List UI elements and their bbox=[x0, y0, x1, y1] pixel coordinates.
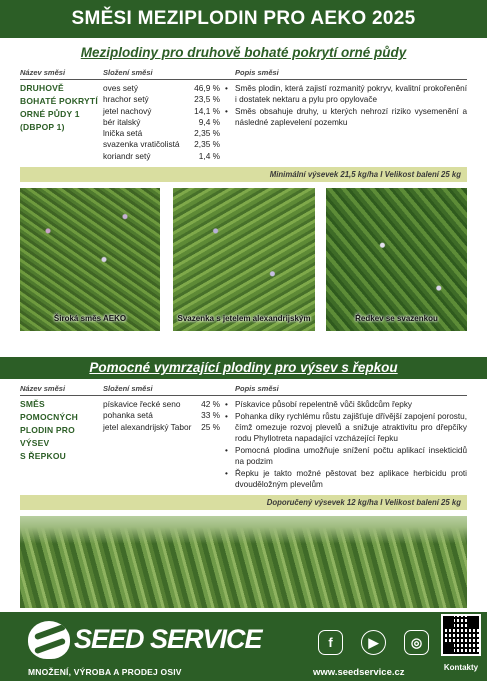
section2-col-composition: Složení směsi bbox=[103, 384, 153, 393]
section2-mix-name bbox=[20, 398, 102, 463]
section1-description bbox=[225, 83, 467, 129]
section1-heading: Meziplodiny pro druhově bohaté pokrytí orné půdy bbox=[80, 45, 407, 60]
composition-row bbox=[103, 410, 220, 421]
composition-row bbox=[103, 117, 220, 128]
composition-row bbox=[103, 139, 220, 150]
website-link[interactable]: www.seedservice.cz bbox=[313, 667, 405, 678]
crop-name: hrachor setý bbox=[103, 94, 149, 105]
photo-caption: Svazenka s jetelem alexandrijským bbox=[177, 314, 311, 323]
composition-row bbox=[103, 399, 220, 410]
section1-mix-name bbox=[20, 82, 102, 134]
crop-share: 33 % bbox=[201, 410, 220, 421]
mix-name-line: ORNÉ PŮDY 1 bbox=[20, 109, 80, 119]
description-item: • Směs plodin, která zajistí rozmanitý pokryv, kvalitní prokořenění i dostatek nektaru a pylu pro opylovače bbox=[225, 83, 467, 105]
crop-share: 9,4 % bbox=[198, 116, 220, 127]
section1-info-bar: Minimální výsevek 21,5 kg/ha I Velikost balení 25 kg bbox=[20, 167, 467, 182]
crop-name: jetel alexandrijský Tabor bbox=[103, 421, 192, 432]
mix-name-line: (DBPOP 1) bbox=[20, 122, 65, 132]
mix-name-line: S ŘEPKOU bbox=[20, 451, 66, 461]
composition-row bbox=[103, 94, 220, 105]
section2-heading: Pomocné vymrzající plodiny pro výsev s řepkou bbox=[0, 357, 487, 379]
crop-share: 46,9 % bbox=[194, 83, 220, 93]
crop-share: 25 % bbox=[201, 421, 220, 432]
description-item: • Pískavice působí repelentně vůči škůdcům řepky bbox=[225, 399, 467, 410]
section2-col-name: Název směsi bbox=[20, 384, 66, 393]
composition-row bbox=[103, 422, 220, 433]
photo-rapeseed-field bbox=[20, 516, 467, 608]
photo-caption: Široká směs AEKO bbox=[53, 314, 127, 323]
photo-siroka-smes bbox=[20, 188, 160, 331]
mix-name-line: DRUHOVĚ bbox=[20, 83, 64, 93]
facebook-icon[interactable]: f bbox=[318, 630, 343, 655]
composition-row bbox=[103, 128, 220, 139]
section1-composition bbox=[103, 83, 220, 162]
footer bbox=[0, 612, 487, 681]
crop-share: 1,4 % bbox=[198, 150, 220, 161]
crop-name: jetel nachový bbox=[103, 105, 152, 116]
brand-tagline: MNOŽENÍ, VÝROBA A PRODEJ OSIV bbox=[28, 667, 182, 677]
section2-info-bar: Doporučený výsevek 12 kg/ha I Velikost balení 25 kg bbox=[20, 495, 467, 510]
crop-name: pískavice řecké seno bbox=[103, 399, 181, 409]
contacts-label[interactable]: Kontakty bbox=[443, 663, 479, 672]
crop-share: 23,5 % bbox=[194, 94, 220, 105]
description-item: • Pomocná plodina umožňuje snížení počtu aplikací insekticidů na podzim bbox=[225, 445, 467, 467]
photo-svazenka-jetel bbox=[173, 188, 315, 331]
qr-code[interactable] bbox=[441, 614, 481, 656]
page-title: SMĚSI MEZIPLODIN PRO AEKO 2025 bbox=[71, 8, 416, 29]
description-item: • Řepku je takto možné pěstovat bez aplikace herbicidu proti dvouděložným plevelům bbox=[225, 468, 467, 490]
crop-name: svazenka vratičolistá bbox=[103, 139, 180, 150]
description-item: • Směs obsahuje druhy, u kterých nehrozí riziko vysemenění a následné zaplevelení pozemku bbox=[225, 106, 467, 128]
crop-name: bér italský bbox=[103, 116, 141, 127]
mix-name-line: BOHATÉ POKRYTÍ bbox=[20, 96, 98, 106]
composition-row bbox=[103, 151, 220, 162]
crop-name: oves setý bbox=[103, 83, 139, 93]
section2-col-description: Popis směsi bbox=[235, 384, 279, 393]
crop-share: 2,35 % bbox=[194, 139, 220, 150]
crop-share: 2,35 % bbox=[194, 128, 220, 139]
description-item: • Pohanka díky rychlému růstu zajišťuje dřívější zapojení porostu, čímž omezuje rozvoj plevelů a snižuje atraktivitu pro dřepčíky rodu Phyllotreta napadající vzcházející řepku bbox=[225, 411, 467, 444]
section1-col-name: Název směsi bbox=[20, 68, 66, 77]
instagram-icon[interactable]: ◎ bbox=[404, 630, 429, 655]
section1-col-composition: Složení směsi bbox=[103, 68, 153, 77]
composition-row bbox=[103, 106, 220, 117]
crop-name: lnička setá bbox=[103, 128, 143, 139]
crop-share: 14,1 % bbox=[194, 105, 220, 116]
mix-name-line: SMĚS POMOCNÝCH bbox=[20, 399, 78, 422]
youtube-icon[interactable]: ▶ bbox=[361, 630, 386, 655]
section1-header-rule bbox=[20, 79, 467, 80]
photo-caption: Ředkev se svazenkou bbox=[355, 314, 438, 323]
seed-service-logo-icon bbox=[28, 621, 70, 659]
section2-header-rule bbox=[20, 395, 467, 396]
composition-row bbox=[103, 83, 220, 94]
crop-share: 42 % bbox=[201, 399, 220, 409]
top-banner bbox=[0, 0, 487, 38]
section1-col-description: Popis směsi bbox=[235, 68, 279, 77]
photo-redkev-svazenka bbox=[326, 188, 467, 331]
section2-description bbox=[225, 399, 467, 491]
mix-name-line: PLODIN PRO VÝSEV bbox=[20, 425, 75, 448]
crop-name: pohanka setá bbox=[103, 410, 153, 421]
section2-composition bbox=[103, 399, 220, 433]
crop-name: koriandr setý bbox=[103, 150, 151, 161]
brand-name: SEED SERVICE bbox=[74, 624, 262, 654]
